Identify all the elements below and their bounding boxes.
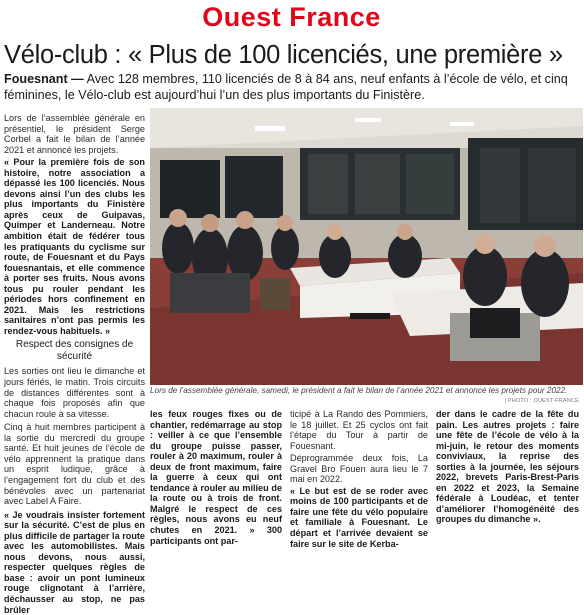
photo-credit: | PHOTO : OUEST-FRANCE bbox=[504, 398, 579, 404]
safety-quote: « Je voudrais insister fortement sur la sécurité. C’est de plus en plus difficile de partager la route avec les automobilistes. Mais nous devons, nous aussi, respecter quelques règles de base : avoir un pont lumineux rouge clignotant à l’arrière, déchausser au stop, ne pas brûler bbox=[4, 509, 145, 615]
column-3-quote: « Le but est de se roder avec moins de 100 participants et de faire une fête du vélo populaire et familiale à Fouesnant. Le départ et l’arrivée devaient se faire sur le site de Kerba- bbox=[290, 485, 428, 549]
column-2 bbox=[150, 409, 282, 546]
rides-paragraph: Les sorties ont lieu le dimanche et jours fériés, le matin. Trois circuits de distances différentes sont à chaque fois proposés afin que chacun roule à sa vitesse. bbox=[4, 366, 145, 419]
meeting-photo bbox=[150, 108, 583, 385]
column-2-text: les feux rouges fixes ou de chantier, redémarrage au stop : veiller à ce que l’ensemble du groupe puisse passer, rouler à 20 maximum, rouler à deux de front maximum, faire la guerre à ceux qui ont tendance à rouler au milieu de la route ou à trois de front. Malgré le respect de ces règles, nous avons eu neuf chutes en 2021. » 300 participants ont par- bbox=[150, 409, 282, 546]
meeting-photo-illustration bbox=[150, 108, 583, 385]
masthead: Ouest France bbox=[202, 2, 381, 32]
left-column bbox=[4, 113, 145, 615]
headline: Vélo-club : « Plus de 100 licenciés, une première » bbox=[4, 41, 563, 69]
column-4-text: der dans le cadre de la fête du pain. Les autres projets : faire une fête de l’école de vélo à la mi-juin, le retour des moments conviviaux, la reprise des sorties à la journée, les séjours 2022, brevets Paris-Brest-Paris en 2022 et 2023, la Semaine fédérale à Loudéac, et tenter d’améliorer l’homogénéité des groupes du dimanche ». bbox=[436, 409, 579, 525]
president-quote: « Pour la première fois de son histoire, notre association a dépassé les 100 licenciés. Nous devons ainsi l’un des clubs les plus importants du Finistère après ceux de Guipavas, Quimper et Landerneau. Notre ambition était de fédérer tous les pratiquants du cyclisme sur route, de Fouesnant et du Pays fouesnantais, et elle commence à porter ses fruits. Nous avons tous pu rouler pendant les périodes hors confinement en 2021. Mais les restrictions sanitaires n’ont pas permis les rendez-vous habituels. » bbox=[4, 157, 145, 336]
intro-paragraph: Lors de l’assemblée générale en présentiel, le président Serge Corbel a fait le bilan de l’année 2021 et annoncé les projets. bbox=[4, 113, 145, 155]
column-4 bbox=[436, 409, 579, 524]
school-paragraph: Cinq à huit membres participent à la sortie du mercredi du groupe santé. Et huit jeunes de l’école de vélo apprennent la pratique dans un esprit ludique, grâce à l’engagement fort du club et des bénévoles avec un partenariat avec Label A Faire. bbox=[4, 422, 145, 507]
subhead-security: Respect des consignes de sécurité bbox=[15, 339, 134, 363]
column-3-gravel: Déprogrammée deux fois, La Gravel Bro Fouen aura lieu le 7 mai en 2022. bbox=[290, 453, 428, 485]
column-3-rando: ticipé à La Rando des Pommiers, le 18 juillet. Et 25 cyclos ont fait l’étape du Tour à partir de Fouesnant. bbox=[290, 409, 428, 451]
lead-paragraph bbox=[4, 72, 579, 103]
dateline: Fouesnant — bbox=[4, 72, 84, 86]
photo-caption: Lors de l’assemblée générale, samedi, le président a fait le bilan de l’année 2021 et annoncé les projets pour 2022. bbox=[150, 386, 568, 395]
column-3 bbox=[290, 409, 428, 549]
lead-text: Avec 128 membres, 110 licenciés de 8 à 84 ans, neuf enfants à l’école de vélo, et cinq féminines, le Vélo-club est aujourd’hui l’un des plus importants du Finistère. bbox=[4, 72, 568, 102]
